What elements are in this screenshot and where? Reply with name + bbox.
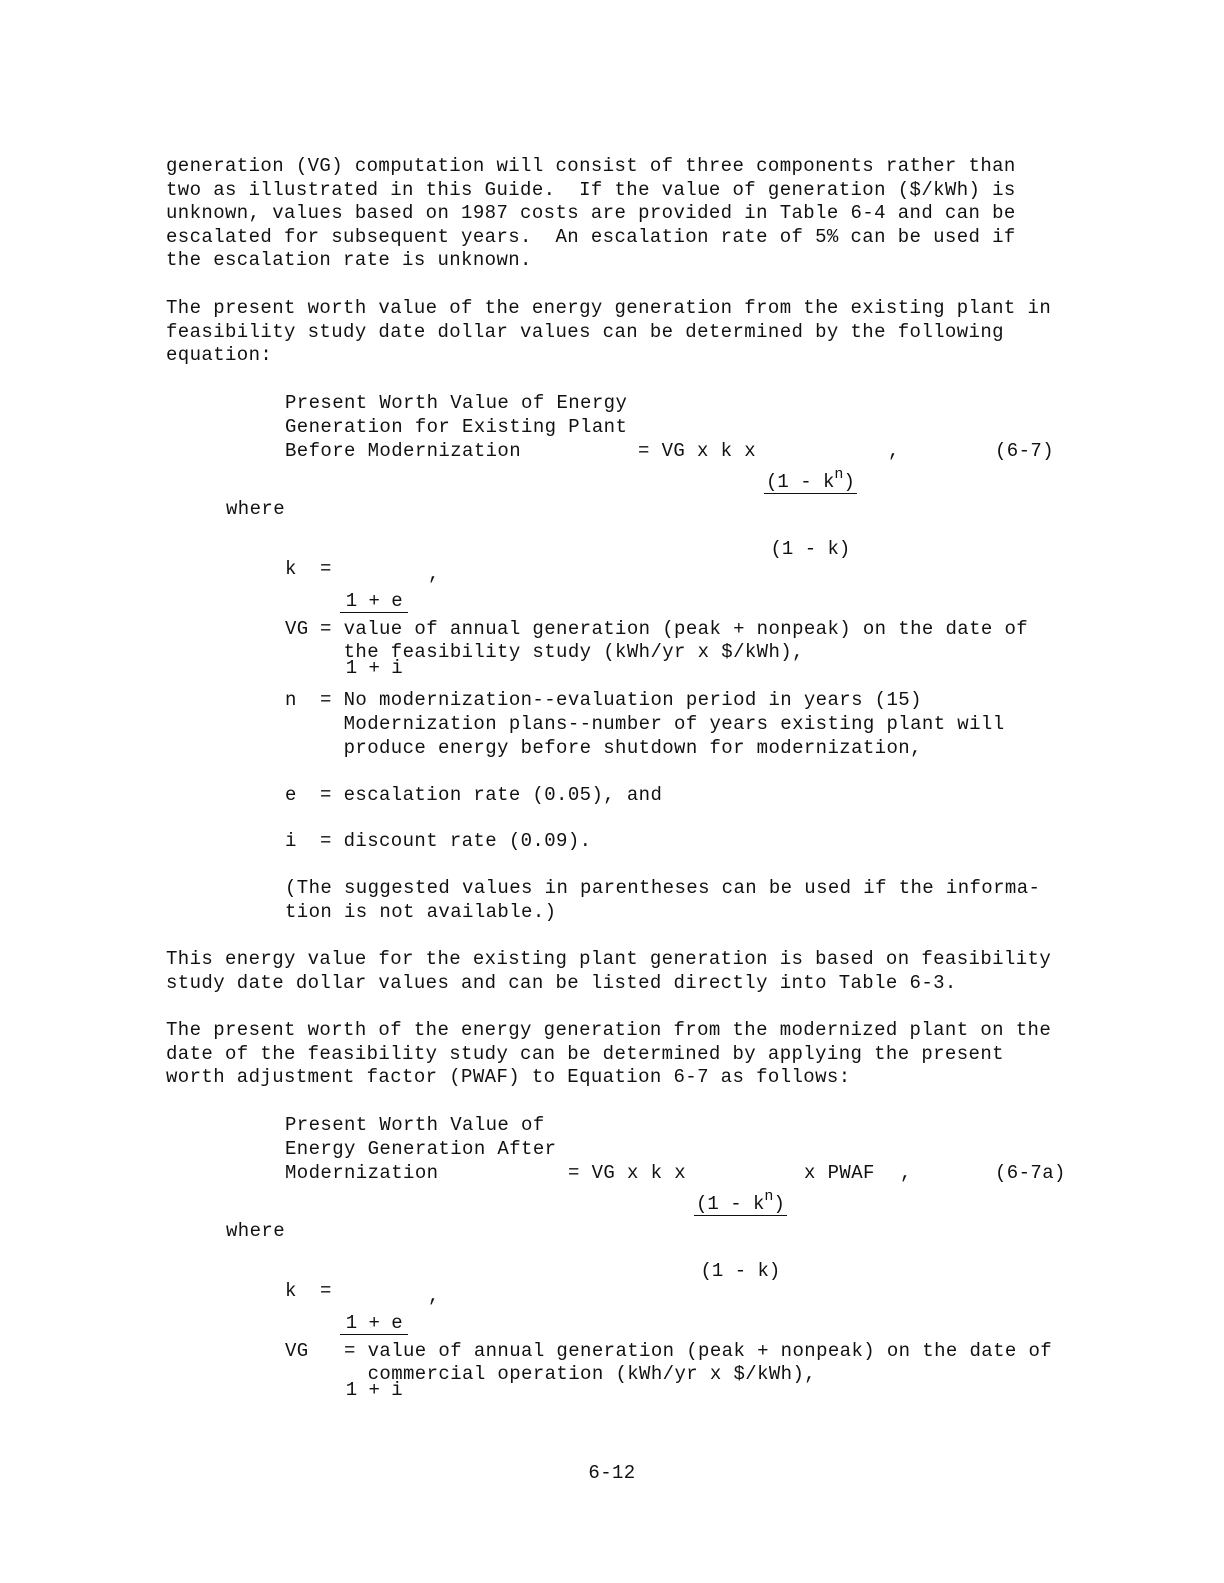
fraction-denominator: 1 + i — [345, 657, 403, 679]
definition-text: the feasibility study (kWh/yr x $/kWh), — [320, 641, 804, 663]
text-line: The present worth value of the energy generation from the existing plant in — [166, 297, 1052, 319]
variable-i: i — [285, 830, 297, 852]
definition-text: = discount rate (0.09). — [320, 830, 592, 852]
equation-label-line: Energy Generation After — [285, 1138, 557, 1160]
equation-rhs: = VG x k x — [568, 1162, 687, 1184]
comma: , — [428, 563, 440, 585]
definition-text: = No modernization--evaluation period in years (15) — [320, 689, 922, 711]
fraction-denominator: 1 + i — [345, 1379, 403, 1401]
variable-n: n — [285, 689, 297, 711]
text-line: unknown, values based on 1987 costs are provided in Table 6-4 and can be — [166, 202, 1016, 224]
text-line: This energy value for the existing plant generation is based on feasibility — [166, 948, 1052, 970]
equation-label-line: Present Worth Value of Energy — [285, 392, 628, 414]
definition-text: Modernization plans--number of years existing plant will — [320, 713, 1005, 735]
fraction-numerator: $(1 - k^n)$ — [696, 1188, 785, 1215]
definition-text: = value of annual generation (peak + nonpeak) on the date of — [344, 1340, 1053, 1362]
equation-pwaf: x PWAF — [804, 1162, 875, 1184]
where-label: where — [226, 1220, 286, 1242]
fraction-numerator: 1 + e — [340, 590, 408, 613]
fraction-numerator: 1 + e — [340, 1312, 408, 1335]
text-line: generation (VG) computation will consist of three components rather than — [166, 155, 1016, 177]
equation-fraction — [694, 1149, 787, 1326]
definition-text: commercial operation (kWh/yr x $/kWh), — [344, 1363, 817, 1385]
definition-text: produce energy before shutdown for modernization, — [320, 737, 922, 759]
variable-k: k — [285, 1280, 297, 1302]
text-line: feasibility study date dollar values can be determined by the following — [166, 320, 1004, 343]
text-line: equation: — [166, 344, 273, 366]
page-number: 6-12 — [588, 1462, 636, 1484]
equation-label-line: Before Modernization — [285, 440, 522, 462]
text-line: worth adjustment factor (PWAF) to Equation 6-7 as follows: — [166, 1066, 851, 1088]
text-line: The present worth of the energy generation from the modernized plant on the — [166, 1019, 1052, 1041]
definition-text: = escalation rate (0.05), and — [320, 784, 663, 806]
equation-rhs: = VG x k x — [638, 440, 757, 462]
variable-vg: VG — [285, 618, 309, 640]
comma: , — [428, 1285, 440, 1307]
equals-sign: = — [320, 558, 332, 580]
paragraph-present-worth-modernized — [166, 1019, 1066, 1090]
where-label: where — [226, 498, 286, 520]
variable-vg: VG — [285, 1340, 309, 1362]
variable-k: k — [285, 558, 297, 580]
text-line: escalated for subsequent years. An escalation rate of 5% can be used if — [166, 225, 1016, 248]
paragraph-energy-value — [166, 948, 1066, 995]
equation-label-line: Modernization — [285, 1162, 439, 1184]
text-line: study date dollar values and can be listed directly into Table 6-3. — [166, 971, 957, 994]
equation-comma: , — [888, 440, 900, 462]
text-line: the escalation rate is unknown. — [166, 249, 532, 271]
fraction-numerator: $(1 - k^n)$ — [766, 466, 855, 493]
note-text: tion is not available.) — [285, 901, 557, 923]
equation-label-line: Generation for Existing Plant — [285, 416, 628, 438]
note-text: (The suggested values in parentheses can be used if the informa- — [285, 877, 1041, 899]
equation-label-line: Present Worth Value of — [285, 1114, 545, 1136]
text-line: two as illustrated in this Guide. If the value of generation ($/kWh) is — [166, 178, 1016, 201]
variable-e: e — [285, 784, 297, 806]
equation-number: (6-7) — [995, 440, 1055, 462]
definition-text: = value of annual generation (peak + nonpeak) on the date of — [320, 618, 1029, 640]
equation-fraction — [764, 427, 857, 604]
paragraph-value-of-generation — [166, 155, 1066, 273]
fraction-denominator: (1 - k) — [700, 1260, 781, 1282]
text-line: date of the feasibility study can be determined by applying the present — [166, 1042, 1004, 1065]
equation-comma: , — [900, 1162, 912, 1184]
equation-number: (6-7a) — [995, 1162, 1066, 1184]
equals-sign: = — [320, 1280, 332, 1302]
fraction-denominator: (1 - k) — [770, 538, 851, 560]
paragraph-present-worth-existing — [166, 297, 1066, 368]
